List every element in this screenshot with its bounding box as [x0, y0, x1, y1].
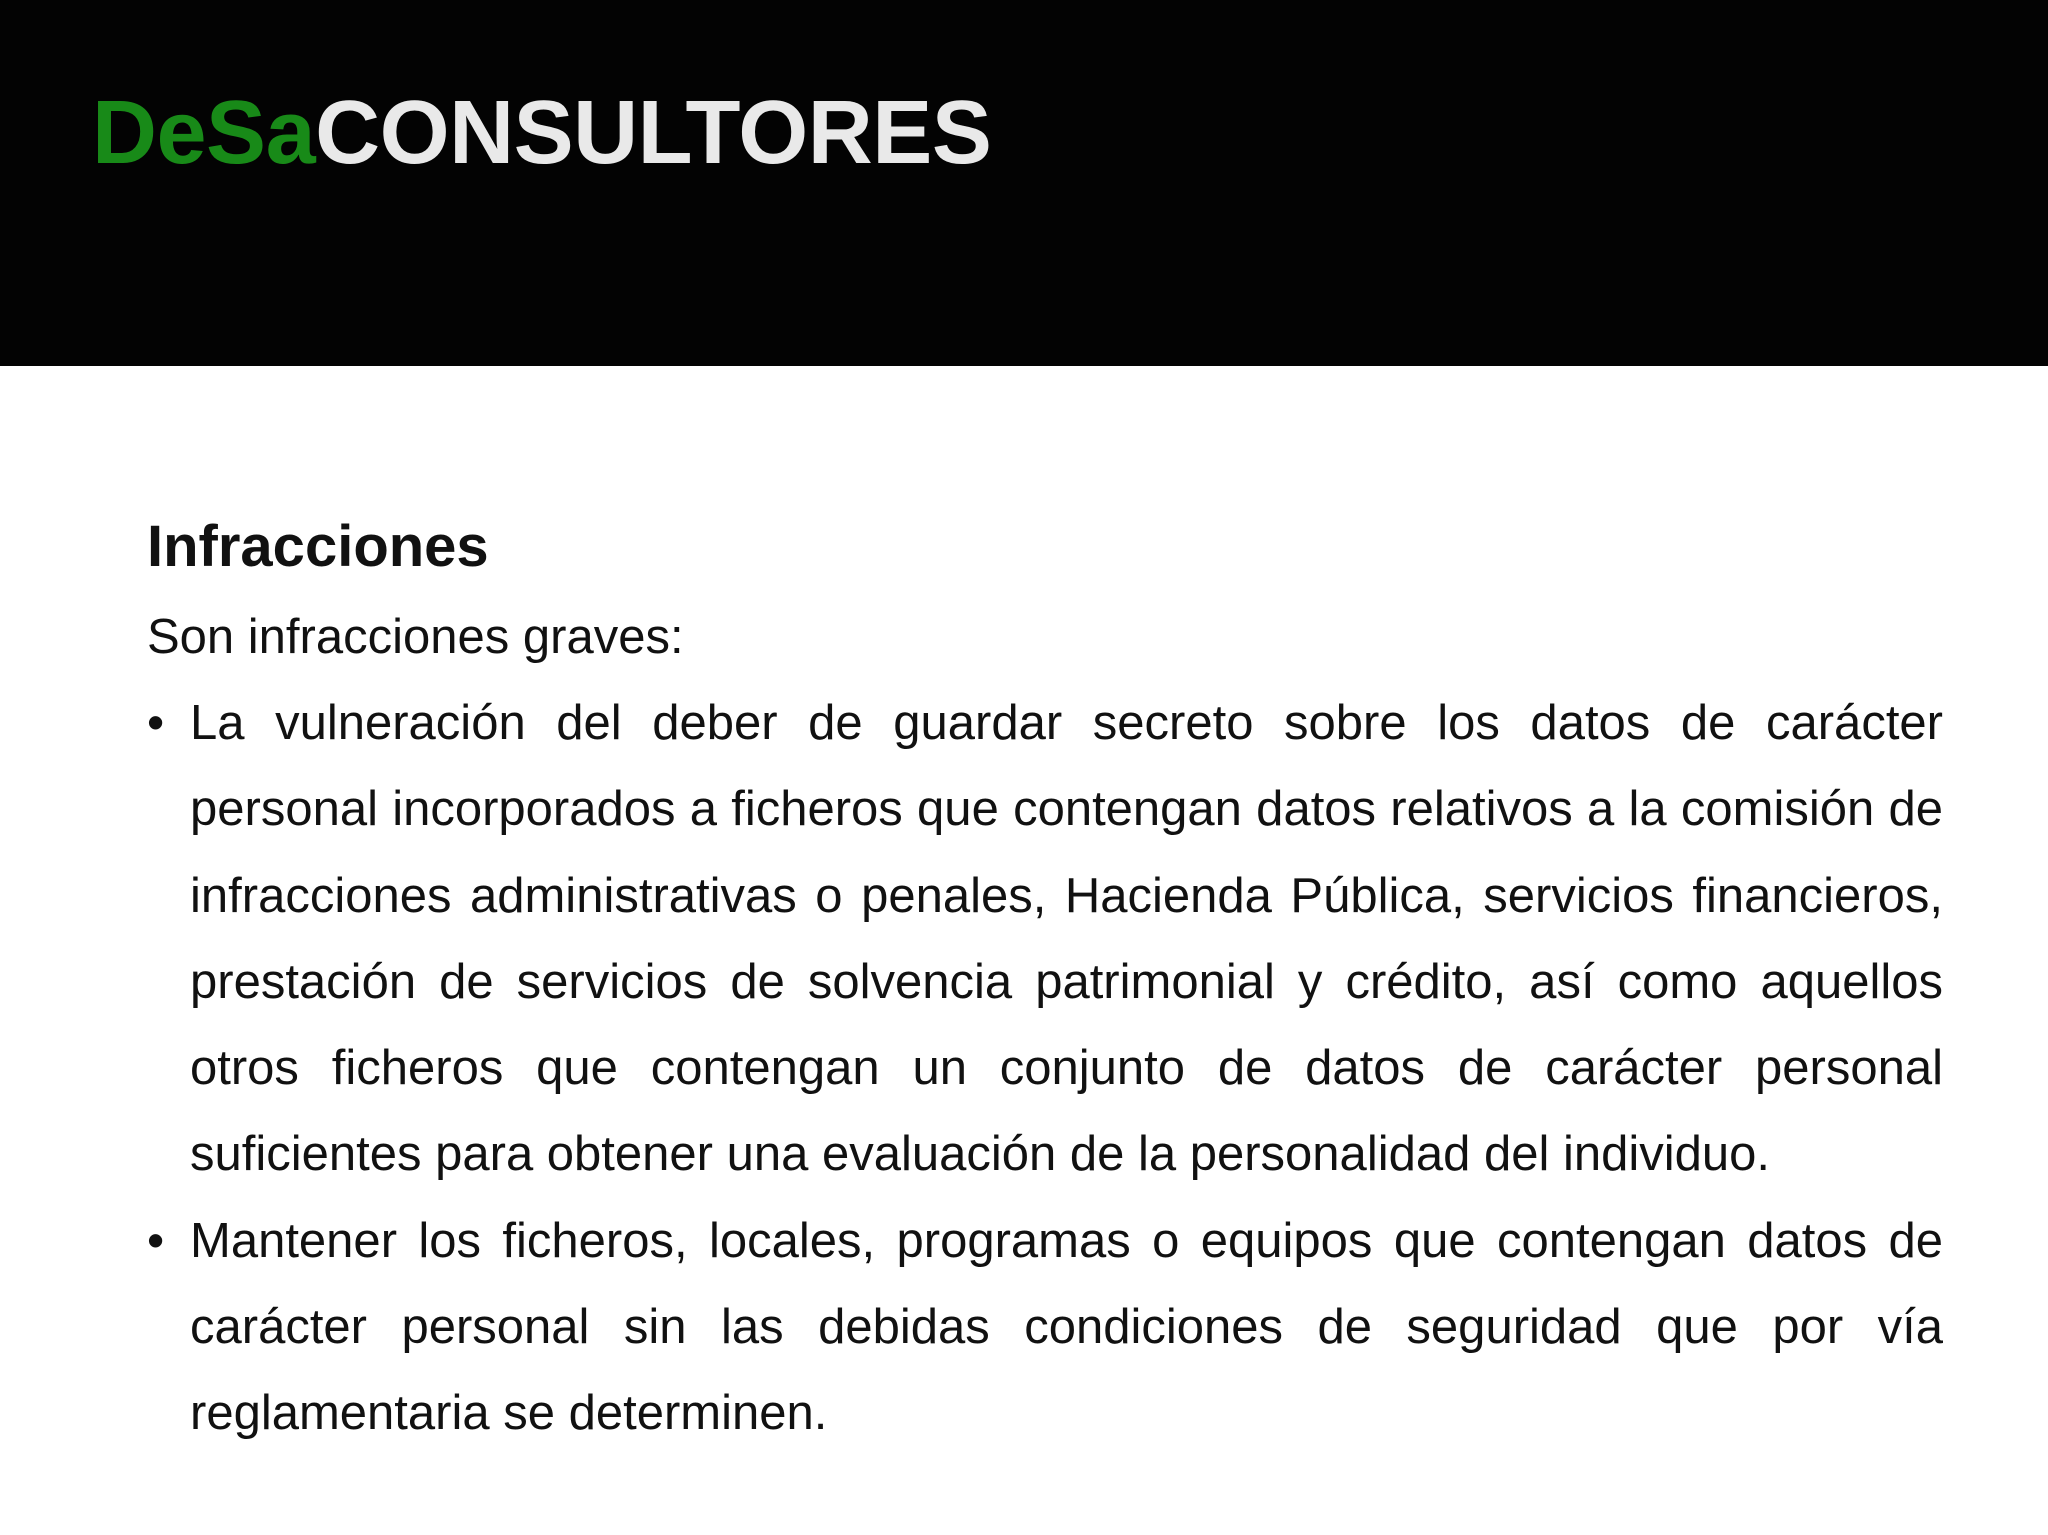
slide-title: Infracciones: [147, 514, 489, 579]
bullet-list: [147, 680, 1943, 1457]
logo-desa-text: DeSa: [92, 83, 316, 183]
bullet-text: Mantener los ficheros, locales, programas o equipos que contengan datos de carácter personal sin las debidas condiciones de seguridad que por vía reglamentaria se determinen.: [190, 1213, 1943, 1441]
logo-consultores-text: CONSULTORES: [315, 83, 992, 183]
bullet-text: La vulneración del deber de guardar secreto sobre los datos de carácter personal incorporados a ficheros que contengan datos relativos a la comisión de infracciones administrativas o penales, Hacienda Pública, servicios financieros, prestación de servicios de solvencia patrimonial y crédito, así como aquellos otros ficheros que contengan un conjunto de datos de carácter personal suficientes para obtener una evaluación de la personalidad del individuo.: [190, 696, 1943, 1182]
slide-content: [147, 500, 1943, 1457]
bullet-icon: •: [147, 696, 165, 750]
brand-logo: [92, 78, 991, 188]
slide-intro: Son infracciones graves:: [147, 610, 684, 664]
bullet-icon: •: [147, 1213, 165, 1268]
bullet-item: [147, 680, 1943, 1198]
bullet-item: [147, 1198, 1943, 1457]
